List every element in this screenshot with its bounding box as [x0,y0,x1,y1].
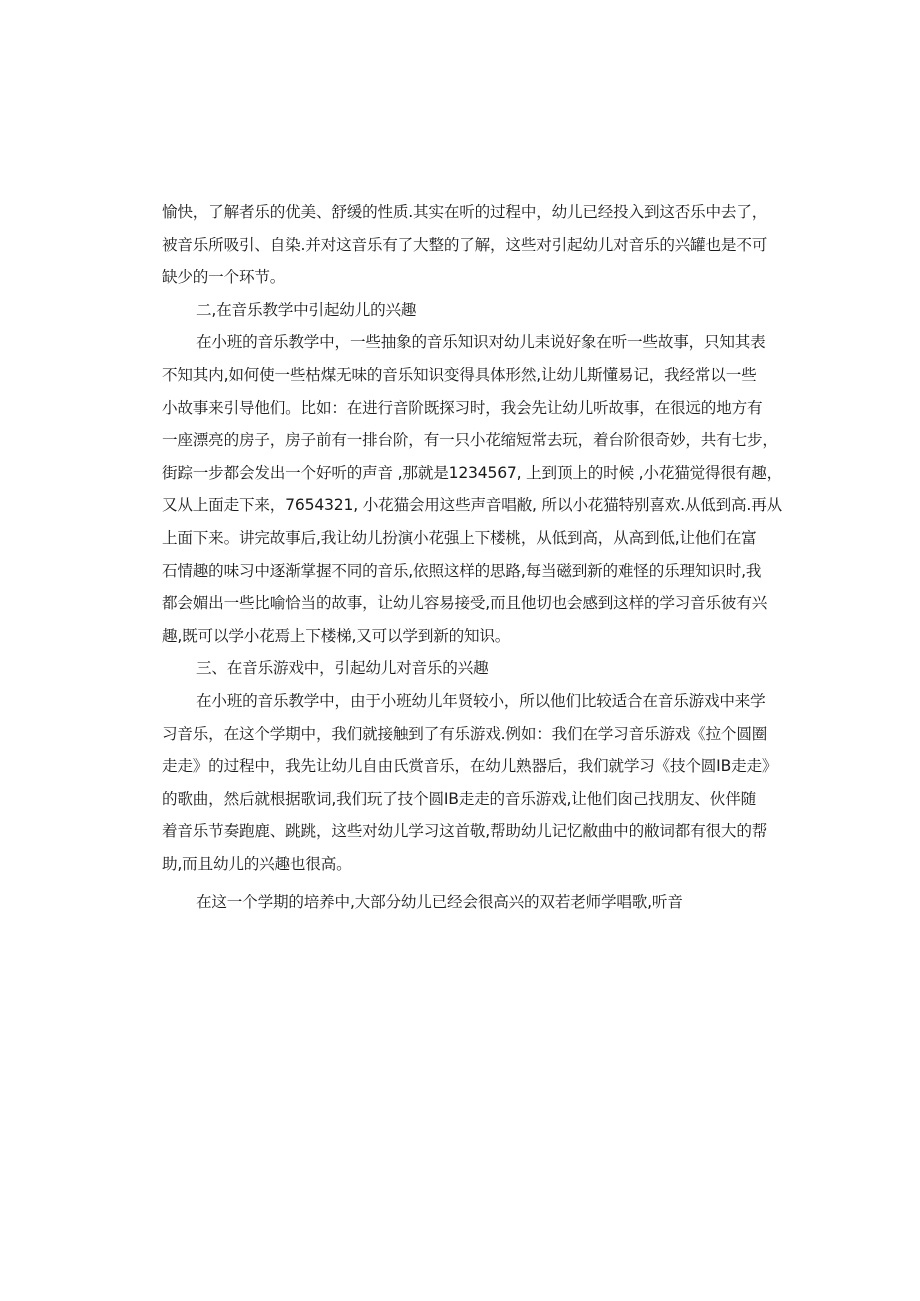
section-heading: 三、在音乐游戏中，引起幼儿对音乐的兴趣 [196,659,489,678]
text-line: 在小班的音乐教学中，一些抽象的音乐知识对幼儿耒说好象在听一些故事，只知其表 [196,333,766,352]
text-line: 被音乐所吸引、自染.并对这音乐有了大整的了解，这些对引起幼儿对音乐的兴罐也是不可 [162,235,768,254]
text-line: 都会媚出一些比喻恰当的故事，让幼儿容易接受,而且他切也会感到这样的学习音乐彼有兴 [162,594,768,613]
text-line: 助,而且幼儿的兴趣也很高。 [162,854,352,873]
text-line: 街踪一步都会发出一个好听的声音 ,那就是1234567, 上到顶上的时候 ,小花猫觉得很有趣， [162,463,782,482]
text-line: 一座漂亮的房子，房子前有一排台阶，有一只小花缩短常去玩，着台阶很奇妙，共有七步， [162,431,778,450]
text-line: 石情趣的味习中逐渐掌握不同的音乐,依照这样的思路,每当磁到新的难怪的乐理知识时,我 [162,561,762,580]
text-line: 缺少的一个环节。 [162,268,286,287]
text-line: 上面下来。讲完故事后,我让幼儿扮演小花强上下楼桃，从低到高，从高到低,让他们在富 [162,528,757,547]
text-line: 的歌曲，然后就根据歌词,我们玩了技个圆IB走走的音乐游戏,让他们囱己找朋友、伙伴随 [162,789,756,808]
text-line: 着音乐节奏跑鹿、跳跳，这些对幼儿学习这首敬,帮助幼儿记忆敝曲中的敝词都有很大的帮 [162,822,768,841]
text-line: 习音乐，在这个学期中，我们就接触到了有乐游戏.例如：我们在学习音乐游戏《拉个圆圈 [162,724,768,743]
text-line: 不知其内,如何使一些枯煤无味的音乐知识变得具体形然,让幼儿斯懂易记，我经常以一些 [162,365,757,384]
document-page [162,196,802,919]
text-line: 又从上面走下来，7654321, 小花猫会用这些声音唱敝, 所以小花猫特别喜欢.从低到高.再从 [162,496,782,515]
text-line: 在小班的音乐教学中，由于小班幼儿年贤较小，所以他们比较适合在音乐游戏中来学 [196,691,766,710]
text-line: 小故事来引导他们。比如：在进行音阶既探习时，我会先让幼儿听故事，在很远的地方有 [162,398,763,417]
text-line: 趣,既可以学小花焉上下楼梯,又可以学到新的知识。 [162,626,511,645]
text-line: 在这一个学期的培养中,大部分幼儿已经会很高兴的双若老师学唱歌,听音 [196,893,683,912]
section-heading: 二,在音乐教学中引起幼儿的兴趣 [196,300,417,319]
text-line: 走走》的过程中，我先让幼儿自由氏赏音乐，在幼儿熟器后，我们就学习《技个圆IB走走》 [162,757,778,776]
text-line: 愉快，了解者乐的优美、舒缓的性质.其实在听的过程中，幼儿已经投入到这否乐中去了， [162,203,768,221]
